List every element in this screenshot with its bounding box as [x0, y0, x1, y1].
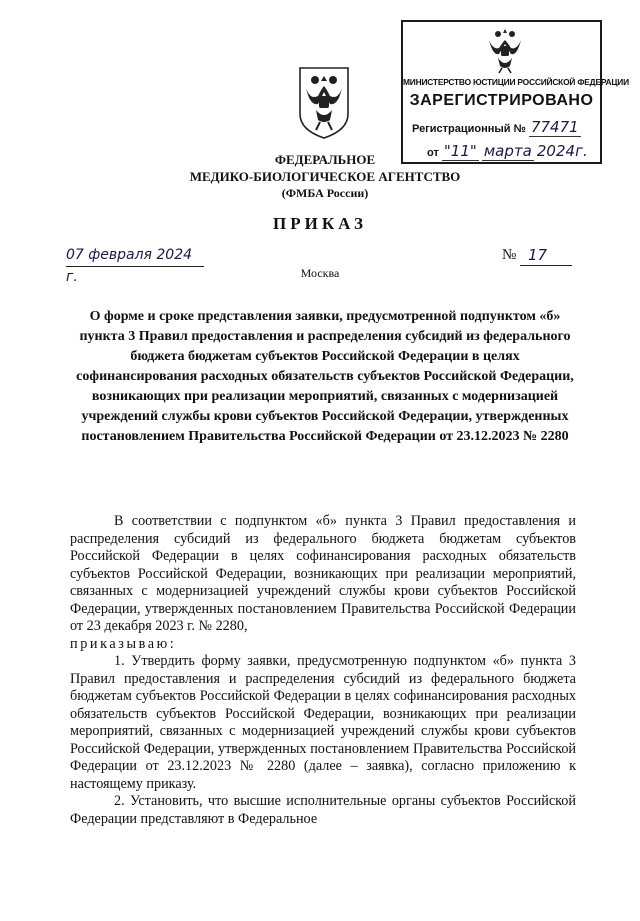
document-body	[70, 513, 576, 828]
stamp-date-day: "11"	[443, 142, 477, 160]
stamp-date-year: 2024г.	[536, 142, 588, 160]
agency-line-3: (ФМБА России)	[281, 186, 369, 200]
city: Москва	[300, 266, 340, 280]
stamp-date-month: марта	[483, 142, 532, 160]
document-title: ПРИКАЗ	[273, 214, 367, 233]
stamp-ministry: МИНИСТЕРСТВО ЮСТИЦИИ РОССИЙСКОЙ ФЕДЕРАЦИИ	[403, 77, 629, 87]
body-intro: В соответствии с подпунктом «б» пункта 3 Правил предоставления и распределения субсидий из федерального бюджета бюджетам субъектов Российской Федерации в целях софинансирования расходных обязательств субъектов Российской Федерации, возникающих при реализации мероприятий, связанных с модернизацией учреждений службы крови субъектов Российской Федерации, утвержденных постановлением Правительства Российской Федерации от 23 декабря 2023 г. № 2280,	[70, 513, 576, 634]
body-item-2: 2. Установить, что высшие исполнительные органы субъектов Российской Федерации представляют в Федеральное	[70, 793, 576, 827]
order-date: 07 февраля 2024 г.	[66, 244, 204, 267]
agency-line-2: МЕДИКО-БИОЛОГИЧЕСКОЕ АГЕНТСТВО	[189, 169, 461, 184]
stamp-registered: ЗАРЕГИСТРИРОВАНО	[409, 92, 594, 109]
stamp-reg-label: Регистрационный №	[412, 123, 526, 135]
stamp-reg-number: 77471	[530, 118, 579, 136]
registration-stamp	[401, 20, 629, 164]
agency-line-1: ФЕДЕРАЛЬНОЕ	[274, 152, 376, 167]
document-heading: О форме и сроке представления заявки, предусмотренной подпунктом «б» пункта 3 Правил предоставления и распределения субсидий из федерального бюджета бюджетам субъектов Российской Федерации в целях софинансирования расходных обязательств субъектов Российской Федерации, возникающих при реализации мероприятий, связанных с модернизацией учреждений службы крови субъектов Российской Федерации, утвержденных постановлением Правительства Российской Федерации от 23.12.2023 № 2280	[76, 309, 574, 444]
body-prikazyvayu: приказываю:	[70, 635, 177, 652]
coat-of-arms-icon	[296, 62, 352, 140]
stamp-reg-line	[412, 118, 581, 136]
agency-name	[160, 151, 490, 202]
order-number: 17	[520, 244, 572, 266]
body-item-1: 1. Утвердить форму заявки, предусмотренную подпунктом «б» пункта 3 Правил предоставления и распределения субсидий из федерального бюджета бюджетам субъектов Российской Федерации в целях софинансирования расходных обязательств субъектов Российской Федерации, возникающих при реализации мероприятий, связанных с модернизацией учреждений службы крови субъектов Российской Федерации, утвержденных постановлением Правительства Российской Федерации от 23.12.2023 № 2280 (далее – заявка), согласно приложению к настоящему приказу.	[70, 653, 576, 792]
stamp-date-prefix: от	[427, 147, 439, 159]
stamp-coat-of-arms-icon	[485, 26, 525, 74]
order-number-label: №	[502, 247, 517, 263]
